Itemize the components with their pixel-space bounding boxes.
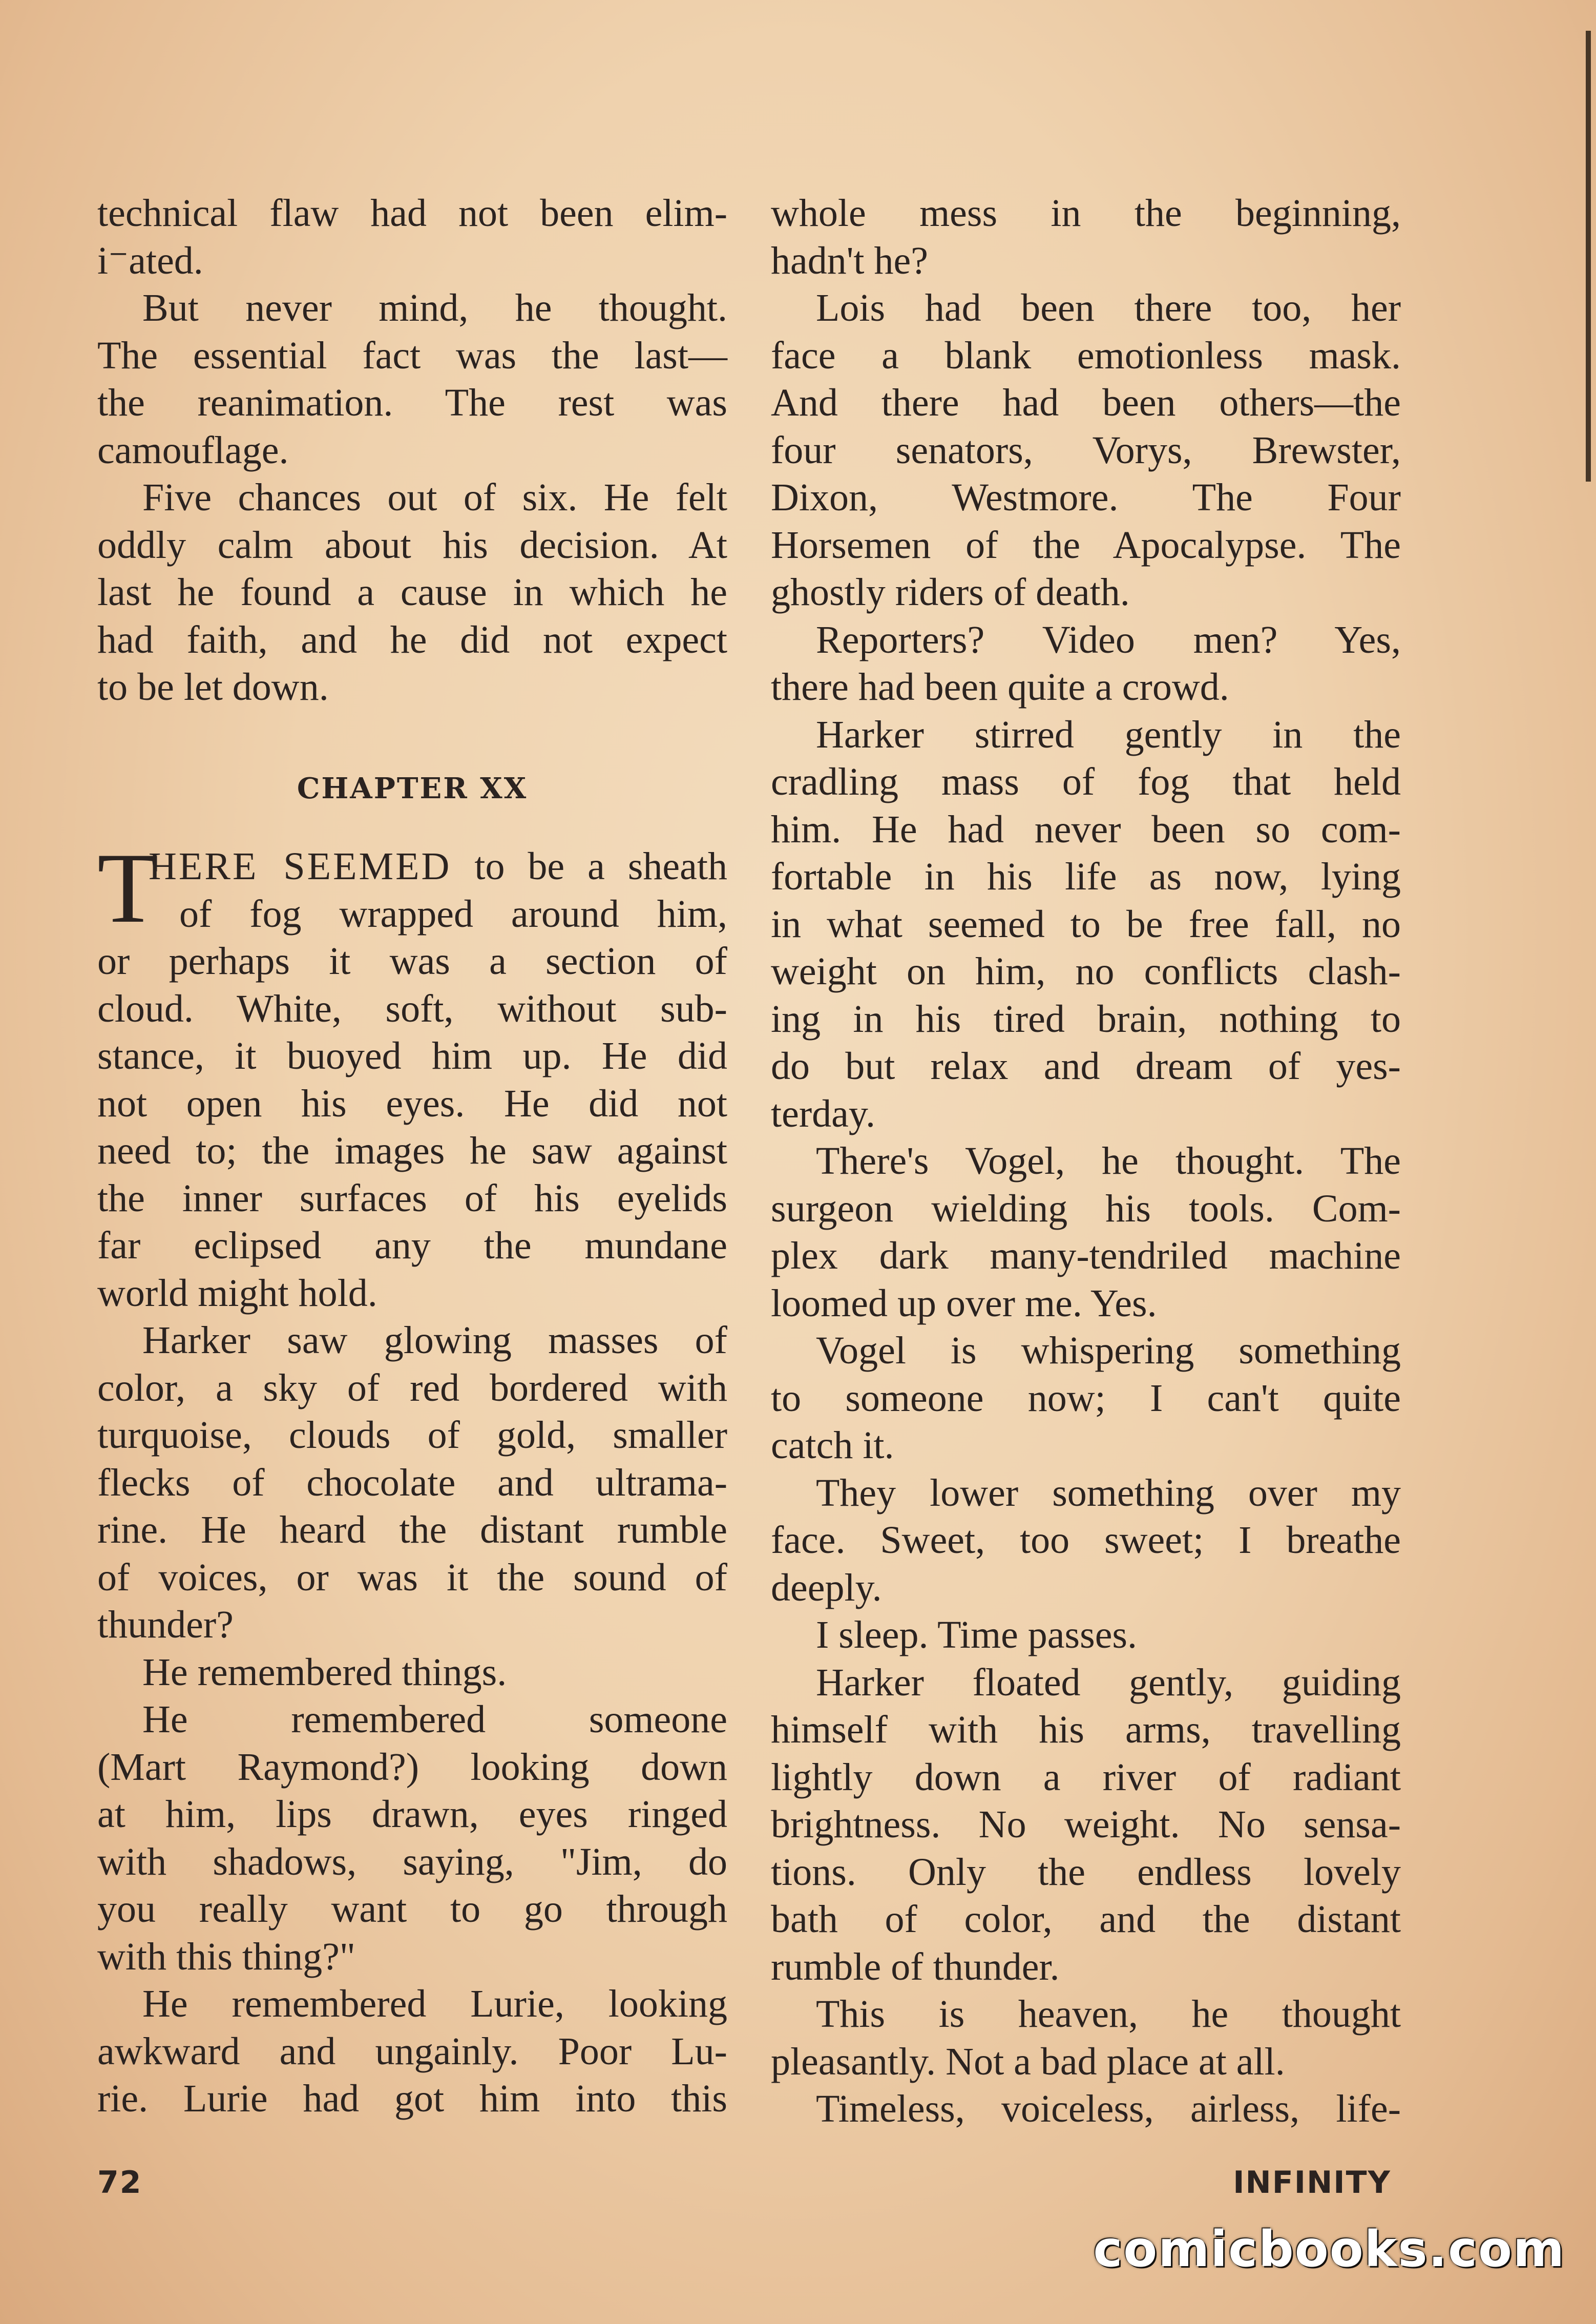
text-line: The essential fact was the last— <box>97 334 727 377</box>
text-line: camouflage. <box>97 428 289 472</box>
text-line: i⁻ated. <box>97 239 203 282</box>
paragraph <box>771 1990 1401 2085</box>
text-line: lightly down a river of radiant <box>771 1755 1401 1799</box>
text-line: rie. Lurie had got him into this <box>97 2077 727 2120</box>
text-line: plex dark many-tendriled machine <box>771 1234 1401 1277</box>
text-line: Five chances out of six. He felt <box>142 476 727 519</box>
text-line: cradling mass of fog that held <box>771 760 1401 803</box>
text-line: at him, lips drawn, eyes ringed <box>97 1793 727 1836</box>
text-line: There's Vogel, he thought. The <box>816 1139 1401 1182</box>
paragraph <box>97 1696 727 1980</box>
text-line: brightness. No weight. No sensa- <box>771 1803 1401 1846</box>
text-line: of fog wrapped around him, <box>179 892 727 936</box>
text-line: need to; the images he saw against <box>97 1129 727 1172</box>
text-line: to be let down. <box>97 666 329 709</box>
text-line: loomed up over me. Yes. <box>771 1281 1157 1325</box>
text-line: world might hold. <box>97 1271 377 1315</box>
chapter-opening-paragraph <box>97 833 727 1317</box>
text-line: of voices, or was it the sound of <box>97 1555 727 1599</box>
paragraph <box>97 1980 727 2123</box>
text-line: turquoise, clouds of gold, smaller <box>97 1414 727 1457</box>
text-line: (Mart Raymond?) looking down <box>97 1745 727 1789</box>
text-line: rine. He heard the distant rumble <box>97 1508 727 1551</box>
paragraph <box>97 190 727 284</box>
paragraph <box>771 1327 1401 1469</box>
text-line: face. Sweet, too sweet; I breathe <box>771 1519 1401 1562</box>
text-line: pleasantly. Not a bad place at all. <box>771 2040 1285 2083</box>
text-line: weight on him, no conflicts clash- <box>771 950 1401 993</box>
paragraph <box>771 1659 1401 1991</box>
text-line: Vogel is whispering something <box>816 1329 1401 1372</box>
text-line: Harker floated gently, guiding <box>816 1661 1401 1704</box>
spacer <box>97 711 727 765</box>
text-line: I sleep. Time passes. <box>816 1613 1137 1656</box>
paragraph <box>97 474 727 711</box>
text-line: fortable in his life as now, lying <box>771 855 1401 898</box>
text-line: Reporters? Video men? Yes, <box>816 618 1401 661</box>
running-title: INFINITY <box>1233 2165 1391 2201</box>
site-watermark: comicbooks.com <box>1093 2221 1565 2278</box>
text-line: to someone now; I can't quite <box>771 1376 1401 1420</box>
text-line: Timeless, voiceless, airless, life- <box>816 2087 1401 2130</box>
paragraph <box>771 711 1401 1138</box>
text-line: bath of color, and the distant <box>771 1898 1401 1941</box>
text-line <box>97 843 727 890</box>
text-line: had faith, and he did not expect <box>97 618 727 661</box>
text-line: oddly calm about his decision. At <box>97 523 727 567</box>
text-line: the reanimation. The rest was <box>97 381 727 424</box>
text-line: He remembered someone <box>142 1698 727 1741</box>
text-line: But never mind, he thought. <box>142 286 727 329</box>
binding-edge-shadow <box>1586 31 1591 482</box>
text-line: surgeon wielding his tools. Com- <box>771 1187 1401 1230</box>
text-line: not open his eyes. He did not <box>97 1082 727 1125</box>
text-line: tions. Only the endless lovely <box>771 1850 1401 1894</box>
text-line: Harker saw glowing masses of <box>142 1319 727 1362</box>
text-line: you really want to go through <box>97 1887 727 1931</box>
text-line: technical flaw had not been elim- <box>97 192 727 235</box>
text-line: there had been quite a crowd. <box>771 666 1229 709</box>
text-line: And there had been others—the <box>771 381 1401 424</box>
text-line: He remembered Lurie, looking <box>142 1982 727 2025</box>
paragraph <box>771 1469 1401 1612</box>
paragraph <box>771 1611 1401 1659</box>
text-line: himself with his arms, travelling <box>771 1708 1401 1751</box>
text-line: whole mess in the beginning, <box>771 192 1401 235</box>
text-line: face a blank emotionless mask. <box>771 334 1401 377</box>
paragraph <box>97 1317 727 1649</box>
right-column <box>771 190 1401 2133</box>
left-column <box>97 190 727 2123</box>
paragraph <box>97 284 727 474</box>
paragraph <box>771 1137 1401 1327</box>
text-line: ing in his tired brain, nothing to <box>771 997 1401 1041</box>
spacer <box>97 812 727 843</box>
text-line: him. He had never been so com- <box>771 807 1401 851</box>
text-line: terday. <box>771 1092 875 1135</box>
paragraph <box>771 284 1401 616</box>
text-run: to be a sheath <box>451 845 727 888</box>
page-number: 72 <box>97 2165 142 2201</box>
text-line: stance, it buoyed him up. He did <box>97 1034 727 1077</box>
small-caps-lead: HERE SEEMED <box>149 845 452 888</box>
text-line: ghostly riders of death. <box>771 571 1130 614</box>
drop-cap: T <box>97 833 159 944</box>
text-line: far eclipsed any the mundane <box>97 1224 727 1267</box>
text-line: Horsemen of the Apocalypse. The <box>771 523 1401 567</box>
text-line: Harker stirred gently in the <box>816 713 1401 756</box>
text-line: do but relax and dream of yes- <box>771 1045 1401 1088</box>
paragraph <box>771 190 1401 284</box>
text-line: the inner surfaces of his eyelids <box>97 1176 727 1220</box>
text-line: with this thing?" <box>97 1935 355 1978</box>
text-line: with shadows, saying, "Jim, do <box>97 1840 727 1883</box>
text-line: This is heaven, he thought <box>816 1993 1401 2036</box>
text-line: deeply. <box>771 1566 882 1609</box>
text-line: Dixon, Westmore. The Four <box>771 476 1401 519</box>
text-line: hadn't he? <box>771 239 929 282</box>
text-line: last he found a cause in which he <box>97 571 727 614</box>
text-line: catch it. <box>771 1424 894 1467</box>
text-line: Lois had been there too, her <box>816 286 1401 329</box>
paragraph <box>771 2085 1401 2133</box>
text-line: awkward and ungainly. Poor Lu- <box>97 2029 727 2073</box>
text-line: color, a sky of red bordered with <box>97 1366 727 1409</box>
text-line: rumble of thunder. <box>771 1945 1060 1988</box>
text-line: thunder? <box>97 1603 234 1646</box>
text-line: or perhaps it was a section of <box>97 940 727 983</box>
text-line: He remembered things. <box>142 1650 507 1694</box>
text-line: cloud. White, soft, without sub- <box>97 987 727 1030</box>
paragraph <box>771 616 1401 711</box>
text-line: They lower something over my <box>816 1471 1401 1514</box>
paragraph <box>97 1649 727 1696</box>
text-line: flecks of chocolate and ultrama- <box>97 1461 727 1504</box>
text-line: four senators, Vorys, Brewster, <box>771 428 1401 472</box>
chapter-heading: CHAPTER XX <box>297 771 528 805</box>
text-line: in what seemed to be free fall, no <box>771 902 1401 946</box>
